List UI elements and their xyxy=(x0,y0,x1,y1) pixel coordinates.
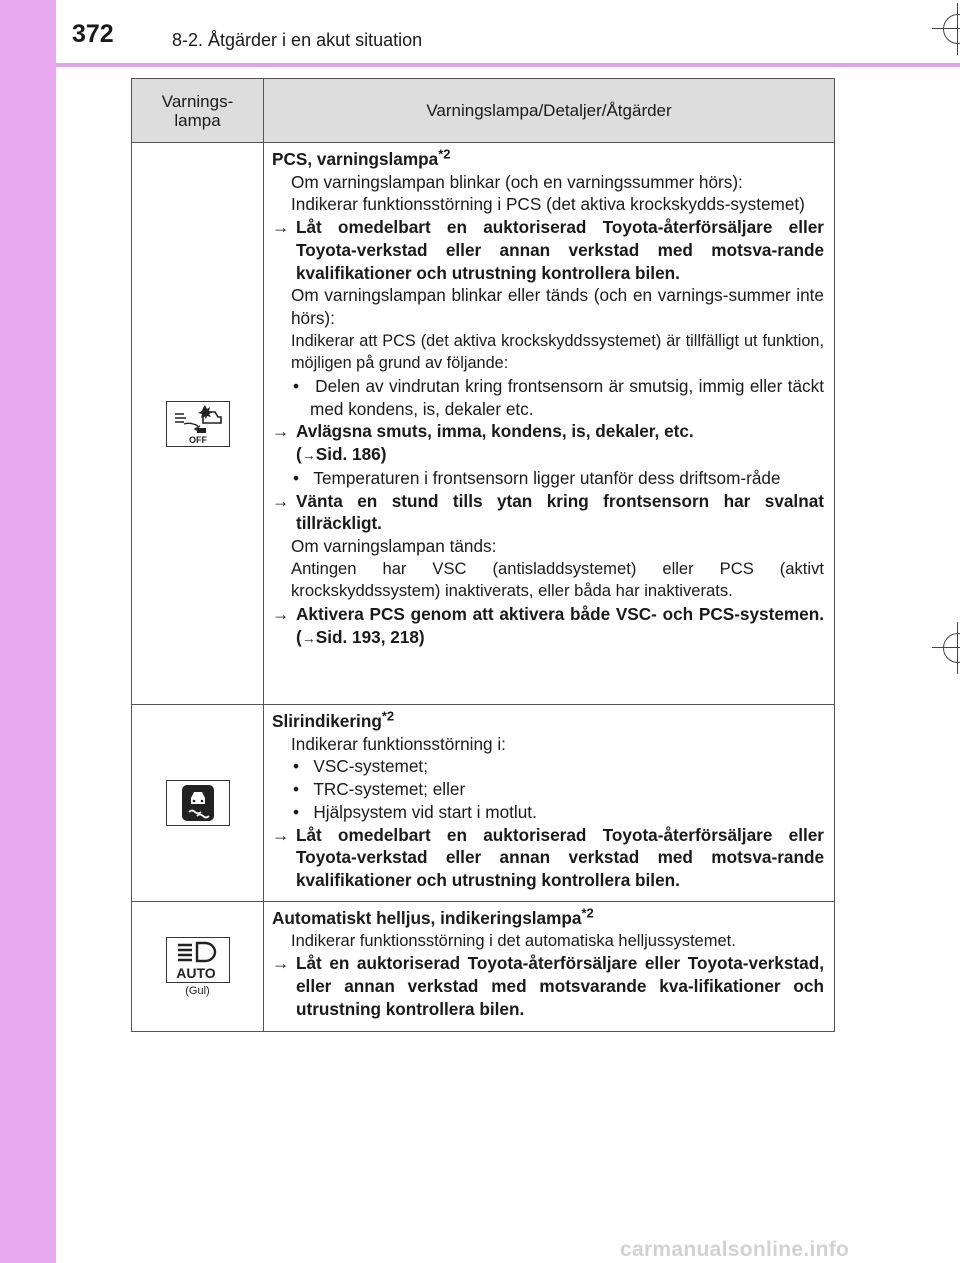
description-text: Indikerar att PCS (det aktiva krockskyddssystemet) är tillfälligt ut funktion, möjligen på grund av följande: xyxy=(291,331,824,373)
table-header-row xyxy=(132,79,835,143)
arrow-icon: → xyxy=(272,953,290,974)
lamp-cell xyxy=(132,143,264,705)
description-text: Antingen har VSC (antisladdsystemet) eller PCS (aktivt krockskyddssystem) inaktiverats, eller båda har inaktiverats. xyxy=(291,558,824,601)
column-header-lamp: Varnings- lampa xyxy=(132,79,264,143)
watermark-text: carmanualsonline.info xyxy=(620,1238,850,1261)
bullet-item: • Delen av vindrutan kring frontsensorn är smutsig, immig eller täckt med kondens, is, dekaler etc. xyxy=(293,376,825,419)
condition-text: Om varningslampan tänds: xyxy=(291,535,497,556)
description-text: Indikerar funktionsstörning i: xyxy=(291,733,506,754)
description-text: Indikerar funktionsstörning i PCS (det aktiva krockskydds-systemet) xyxy=(291,194,805,215)
bullet-item: • Hjälpsystem vid start i motlut. xyxy=(293,801,537,822)
icon-color-caption: (Gul) xyxy=(185,984,210,997)
table-row xyxy=(132,705,835,902)
action-text: → Låt omedelbart en auktoriserad Toyota-återförsäljare eller Toyota-verkstad eller annan verkstad med motsva-rande kvalifikationer och utrustning kontrollera bilen. xyxy=(272,217,824,283)
condition-text: Om varningslampan blinkar eller tänds (och en varnings-summer inte hörs): xyxy=(291,285,824,328)
bullet-item: • TRC-systemet; eller xyxy=(293,779,466,800)
lamp-title: Automatiskt helljus, indikeringslampa$^{*2}$ xyxy=(272,905,594,928)
arrow-icon: → xyxy=(301,447,316,464)
section-sidebar-tab xyxy=(0,0,56,1263)
bullet-item: • Temperaturen i frontsensorn ligger utanför dess driftsom-råde xyxy=(293,467,781,488)
arrow-icon: → xyxy=(272,421,290,442)
lamp-title: PCS, varningslampa$^{*2}$ xyxy=(272,146,451,169)
header-rule xyxy=(56,63,960,67)
arrow-icon: → xyxy=(301,629,316,646)
auto-high-beam-icon xyxy=(166,937,230,983)
arrow-icon: → xyxy=(272,604,290,625)
svg-text:AUTO: AUTO xyxy=(175,964,216,981)
crop-mark-icon xyxy=(943,14,960,44)
svg-text:OFF: OFF xyxy=(188,434,207,445)
column-header-details: Varningslampa/Detaljer/Åtgärder xyxy=(264,79,835,143)
action-text: → Vänta en stund tills ytan kring frontsensorn har svalnat tillräckligt. xyxy=(272,490,824,534)
warning-lamp-table xyxy=(131,78,835,1032)
action-text: → Låt en auktoriserad Toyota-återförsäljare eller Toyota-verkstad, eller annan verkstad med motsvarande kva-lifikationer och utrustning kontrollera bilen. xyxy=(272,953,824,1019)
page-reference-link[interactable]: Sid. 186) xyxy=(315,444,387,465)
action-text: → Låt omedelbart en auktoriserad Toyota-återförsäljare eller Toyota-verkstad eller annan verkstad med motsva-rande kvalifikationer och utrustning kontrollera bilen. xyxy=(272,824,824,890)
details-cell xyxy=(264,902,835,1032)
description-text: Indikerar funktionsstörning i det automatiska helljussystemet. xyxy=(291,931,736,950)
pcs-off-warning-icon xyxy=(166,401,230,447)
action-text: → Avlägsna smuts, imma, kondens, is, dekaler, etc. (→Sid. 186) xyxy=(272,421,694,465)
arrow-icon: → xyxy=(272,490,290,511)
table-row xyxy=(132,902,835,1032)
page-number: 372 xyxy=(72,20,114,48)
bullet-item: • VSC-systemet; xyxy=(293,756,428,777)
arrow-icon: → xyxy=(272,824,290,845)
lamp-cell xyxy=(132,902,264,1032)
condition-text: Om varningslampan blinkar (och en varningssummer hörs): xyxy=(291,171,743,192)
crop-mark-icon xyxy=(943,633,960,663)
arrow-icon: → xyxy=(272,217,290,238)
action-text: → Aktivera PCS genom att aktivera både VSC- och PCS-systemen. (→Sid. 193, 218) xyxy=(272,604,824,647)
details-cell xyxy=(264,143,835,705)
page-reference-link[interactable]: Sid. 193, 218) xyxy=(315,626,425,647)
table-row xyxy=(132,143,835,705)
details-cell xyxy=(264,705,835,902)
lamp-cell xyxy=(132,705,264,902)
section-title: 8-2. Åtgärder i en akut situation xyxy=(172,30,423,50)
lamp-title: Slirindikering$^{*2}$ xyxy=(272,708,395,731)
slip-indicator-icon xyxy=(166,780,230,826)
